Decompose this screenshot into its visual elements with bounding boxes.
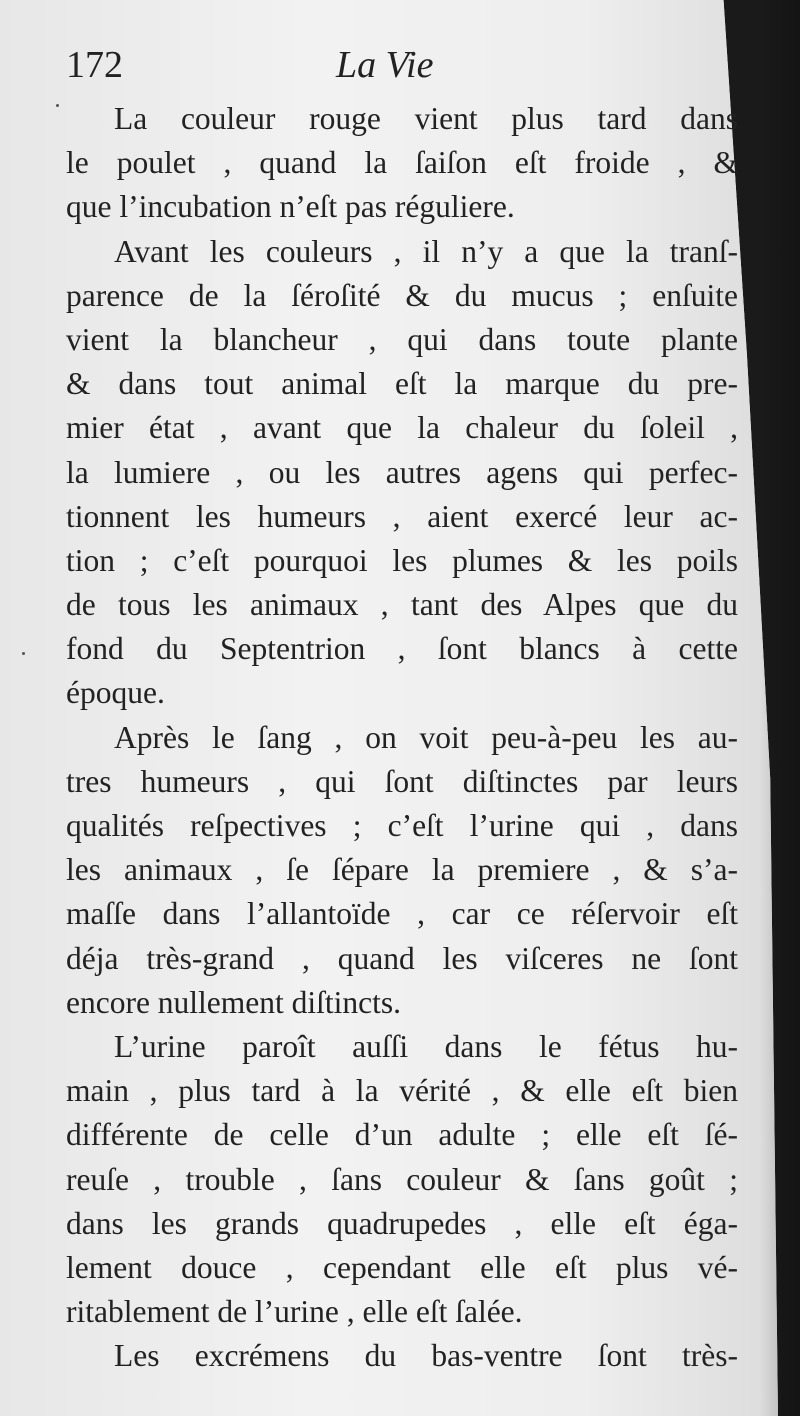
text-line: parence de la ſéroſité & du mucus ; enſuite bbox=[66, 277, 738, 313]
text-line: mier état , avant que la chaleur du ſoleil , bbox=[66, 410, 738, 446]
text-line: qualités reſpectives ; c’eſt l’urine qui , dans bbox=[66, 808, 738, 843]
text-line: main , plus tard à la vérité , & elle eſt bien bbox=[66, 1073, 738, 1109]
text-line: Les excrémens du bas-ventre ſont très- bbox=[114, 1338, 738, 1374]
text-line: tionnent les humeurs , aient exercé leur ac- bbox=[66, 498, 738, 534]
paragraph bbox=[66, 716, 738, 1025]
text-line: Avant les couleurs , il n’y a que la tranſ- bbox=[114, 233, 738, 269]
text-line: le poulet , quand la ſaiſon eſt froide , & bbox=[66, 145, 738, 181]
page-number: 172 bbox=[66, 44, 123, 86]
ink-speck bbox=[22, 652, 25, 655]
text-line: déja très-grand , quand les viſceres ne ſont bbox=[66, 940, 738, 976]
paragraph bbox=[66, 230, 738, 716]
text-line: la lumiere , ou les autres agens qui perfec- bbox=[66, 454, 738, 490]
paragraph bbox=[66, 1334, 738, 1378]
running-head: La Vie bbox=[336, 44, 434, 86]
text-line: & dans tout animal eſt la marque du pre- bbox=[66, 366, 738, 402]
text-line: différente de celle d’un adulte ; elle eſt ſé- bbox=[66, 1117, 738, 1153]
text-line: La couleur rouge vient plus tard dans bbox=[114, 101, 738, 136]
ink-speck bbox=[56, 104, 59, 107]
text-line: de tous les animaux , tant des Alpes que du bbox=[66, 587, 738, 623]
text-line: Après le ſang , on voit peu-à-peu les au- bbox=[114, 719, 738, 755]
paragraph bbox=[66, 1025, 738, 1334]
text-line: que l’incubation n’eſt pas réguliere. bbox=[66, 189, 515, 225]
text-line: tres humeurs , qui ſont diſtinctes par leurs bbox=[66, 763, 738, 799]
text-line: dans les grands quadrupedes , elle eſt éga- bbox=[66, 1205, 738, 1241]
text-line: L’urine paroît auſſi dans le fétus hu- bbox=[114, 1028, 738, 1064]
text-line: les animaux , ſe ſépare la premiere , & s’a- bbox=[66, 852, 738, 888]
text-line: ritablement de l’urine , elle eſt ſalée. bbox=[66, 1294, 523, 1330]
text-line: reuſe , trouble , ſans couleur & ſans goût ; bbox=[66, 1161, 738, 1197]
page-header bbox=[66, 40, 746, 90]
text-line: époque. bbox=[66, 675, 165, 711]
paragraph bbox=[66, 97, 738, 230]
text-line: lement douce , cependant elle eſt plus vé- bbox=[66, 1249, 738, 1285]
body-text bbox=[66, 97, 738, 1378]
text-line: tion ; c’eſt pourquoi les plumes & les poils bbox=[66, 542, 738, 578]
text-line: vient la blancheur , qui dans toute plante bbox=[66, 321, 738, 357]
text-line: maſſe dans l’allantoïde , car ce réſervoir eſt bbox=[66, 896, 738, 932]
page-edge-shadow bbox=[760, 0, 800, 1416]
text-line: fond du Septentrion , ſont blancs à cette bbox=[66, 631, 738, 667]
text-line: encore nullement diſtincts. bbox=[66, 984, 402, 1020]
